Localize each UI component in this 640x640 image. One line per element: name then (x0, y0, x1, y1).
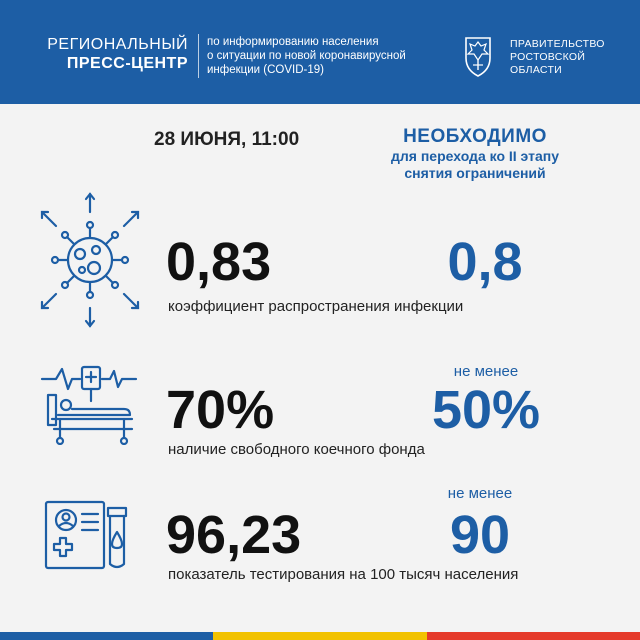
requirement-heading (352, 126, 598, 182)
stripe-red (427, 632, 640, 640)
gov-line-3: ОБЛАСТИ (510, 64, 563, 76)
brand-line-1: РЕГИОНАЛЬНЫЙ (47, 36, 188, 53)
metric-value: 70% (166, 380, 275, 440)
requirement-line-2: снятия ограничений (404, 165, 546, 181)
coat-of-arms-icon (462, 34, 494, 78)
stripe-blue (0, 632, 213, 640)
metric-target: 0,8 (447, 232, 523, 292)
description-line-3: инфекции (COVID-19) (207, 64, 324, 76)
metric-target-prefix: не менее (447, 485, 513, 502)
stripe-yellow (213, 632, 426, 640)
description-line-1: по информированию населения (207, 36, 379, 48)
header-description (207, 35, 406, 77)
metric-target: 90 (449, 505, 511, 565)
footer-color-stripes (0, 632, 640, 640)
virus-icon (34, 190, 146, 332)
description-line-2: о ситуации по новой коронавирусной (207, 50, 406, 62)
header-banner (0, 0, 640, 104)
government-label (510, 38, 605, 77)
medical-test-icon (44, 498, 134, 572)
gov-line-1: ПРАВИТЕЛЬСТВО (510, 38, 605, 50)
brand-line-2: ПРЕСС-ЦЕНТР (66, 55, 188, 72)
metric-caption: наличие свободного коечного фонда (168, 441, 425, 458)
metric-caption: показатель тестирования на 100 тысяч населения (168, 566, 519, 583)
gov-line-2: РОСТОВСКОЙ (510, 51, 586, 63)
requirement-line-1: для перехода ко II этапу (391, 148, 559, 164)
metric-value: 96,23 (166, 505, 302, 565)
metric-target: 50% (431, 380, 541, 440)
metric-caption: коэффициент распространения инфекции (168, 298, 464, 315)
hospital-bed-icon (40, 365, 144, 445)
press-center-brand (47, 36, 188, 74)
report-date: 28 ИЮНЯ, 11:00 (154, 129, 300, 150)
metric-target-prefix: не менее (453, 363, 519, 380)
header-divider (198, 34, 199, 78)
requirement-title: НЕОБХОДИМО (403, 126, 547, 147)
metric-value: 0,83 (166, 232, 272, 292)
